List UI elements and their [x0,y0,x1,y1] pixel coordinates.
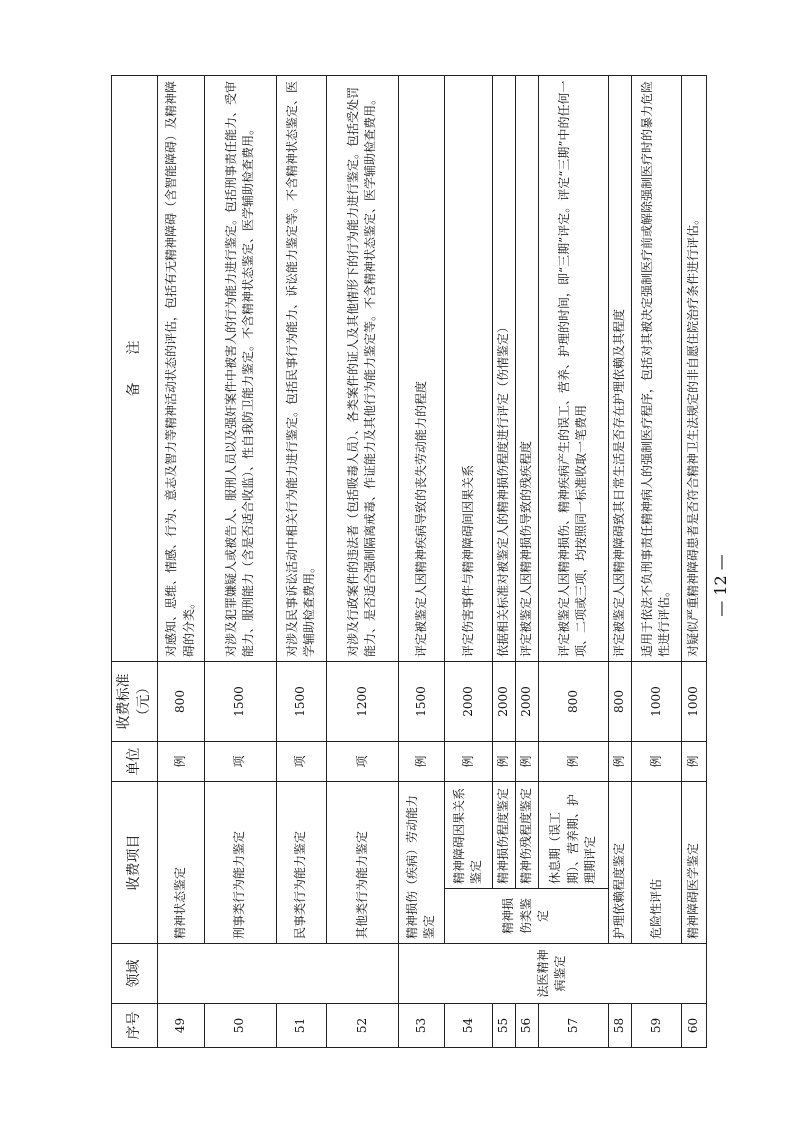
domain-forensic-psychiatry: 法医精神病鉴定 [398,944,706,1004]
row-note: 评定被鉴定人因精神损伤、精神疾病产生的误工、营养、护理的时间，即“三期”评定。评定“三期”中的任何一项、二项或三项，均按照同一标准收取一笔费用 [538,76,608,662]
row-price: 1500 [276,662,326,742]
row-unit: 例 [681,742,706,782]
page-number [700,540,740,630]
row-seq: 50 [204,1004,276,1048]
row-seq: 55 [492,1004,515,1048]
row-note: 依据相关标准对被鉴定人的精神损伤程度进行评定（伤情鉴定） [492,76,515,662]
row-seq: 52 [326,1004,398,1048]
row-price: 800 [608,662,631,742]
page-number-text: — 12 — [710,553,730,617]
row-seq: 51 [276,1004,326,1048]
row-note: 评定伤害事件与精神障碍间因果关系 [444,76,492,662]
row-item: 精神障碍医学鉴定 [681,782,706,944]
table-row [398,76,444,1048]
row-price: 2000 [492,662,515,742]
row-unit: 例 [492,742,515,782]
row-seq: 60 [681,1004,706,1048]
row-item: 其他类行为能力鉴定 [326,782,398,944]
row-unit: 例 [157,742,204,782]
row-unit: 例 [538,742,608,782]
header-item: 收费项目 [112,782,158,944]
row-price: 1000 [681,662,706,742]
row-price: 1200 [326,662,398,742]
row-price: 2000 [444,662,492,742]
table-row [444,76,492,1048]
row-unit: 例 [631,742,681,782]
row-seq: 54 [444,1004,492,1048]
table-row [157,76,204,1048]
row-note: 评定被鉴定人因精神损伤导致的残疾程度 [515,76,538,662]
row-item: 精神障碍因果关系鉴定 [444,782,492,889]
row-item: 精神损伤程度鉴定 [492,782,515,889]
row-item: 护理依赖程度鉴定 [608,782,631,944]
row-unit: 项 [326,742,398,782]
row-item: 民事类行为能力鉴定 [276,782,326,944]
row-item: 休息期（误工期）、营养期、护理期评定 [538,782,608,889]
row-seq: 56 [515,1004,538,1048]
row-note: 对感知、思维、情感、行为、意志及智力等精神活动状态的评估，包括有无精神障碍（含智能障碍）及精神障碍的分类。 [157,76,204,662]
row-unit: 项 [276,742,326,782]
table-header-row [112,76,158,1048]
row-unit: 例 [398,742,444,782]
row-note: 评定被鉴定人因精神障碍致其日常生活是否存在护理依赖及其程度 [608,76,631,662]
fee-table [111,75,707,1048]
row-item: 危险性评估 [631,782,681,944]
row-seq: 49 [157,1004,204,1048]
header-domain: 领域 [112,944,158,1004]
row-price: 1500 [204,662,276,742]
row-price: 2000 [515,662,538,742]
table-row [631,76,681,1048]
table-row [326,76,398,1048]
header-note: 备 注 [112,76,158,662]
row-seq: 57 [538,1004,608,1048]
row-item: 精神伤残程度鉴定 [515,782,538,889]
row-price: 800 [538,662,608,742]
row-note: 评定被鉴定人因精神疾病导致的丧失劳动能力的程度 [398,76,444,662]
rotated-page [111,76,707,1048]
table-row [608,76,631,1048]
row-note: 对疑似严重精神障碍患者是否符合精神卫生法规定的非自愿住院治疗条件进行评估。 [681,76,706,662]
table-row [204,76,276,1048]
row-note: 对涉及犯罪嫌疑人或被告人、服刑人员以及强奸案件中被害人的行为能力进行鉴定。包括刑事责任能力、受审能力、服刑能力（含是否适合收监）、性自我防卫能力鉴定。不含精神状态鉴定、医学辅助检查费用。 [204,76,276,662]
row-price: 800 [157,662,204,742]
domain-cell-empty [157,944,398,1004]
table-row [276,76,326,1048]
row-item: 精神损伤（疾病）劳动能力鉴定 [398,782,444,944]
header-unit: 单位 [112,742,158,782]
row-unit: 例 [608,742,631,782]
subgroup-mental-injury: 精神损伤类鉴定 [444,889,608,944]
header-price: 收费标准（元） [112,662,158,742]
row-price: 1500 [398,662,444,742]
row-item: 刑事类行为能力鉴定 [204,782,276,944]
row-price: 1000 [631,662,681,742]
row-seq: 59 [631,1004,681,1048]
row-note: 适用于依法不负刑事责任精神病人的强制医疗程序，包括对其被决定强制医疗前或解除强制医疗时的暴力危险性进行评估。 [631,76,681,662]
header-seq: 序号 [112,1004,158,1048]
row-note: 对涉及行政案件的违法者（包括吸毒人员）、各类案件的证人及其他情形下的行为能力进行鉴定。包括受处罚能力、是否适合强制隔离戒毒、作证能力及其他行为能力鉴定等。不含精神状态鉴定、医学辅助检查费用。 [326,76,398,662]
row-seq: 58 [608,1004,631,1048]
row-unit: 项 [204,742,276,782]
row-unit: 例 [444,742,492,782]
row-note: 对涉及民事诉讼活动中相关行为能力进行鉴定。包括民事行为能力、诉讼能力鉴定等。不含精神状态鉴定、医学辅助检查费用。 [276,76,326,662]
row-unit: 例 [515,742,538,782]
row-seq: 53 [398,1004,444,1048]
row-item: 精神状态鉴定 [157,782,204,944]
